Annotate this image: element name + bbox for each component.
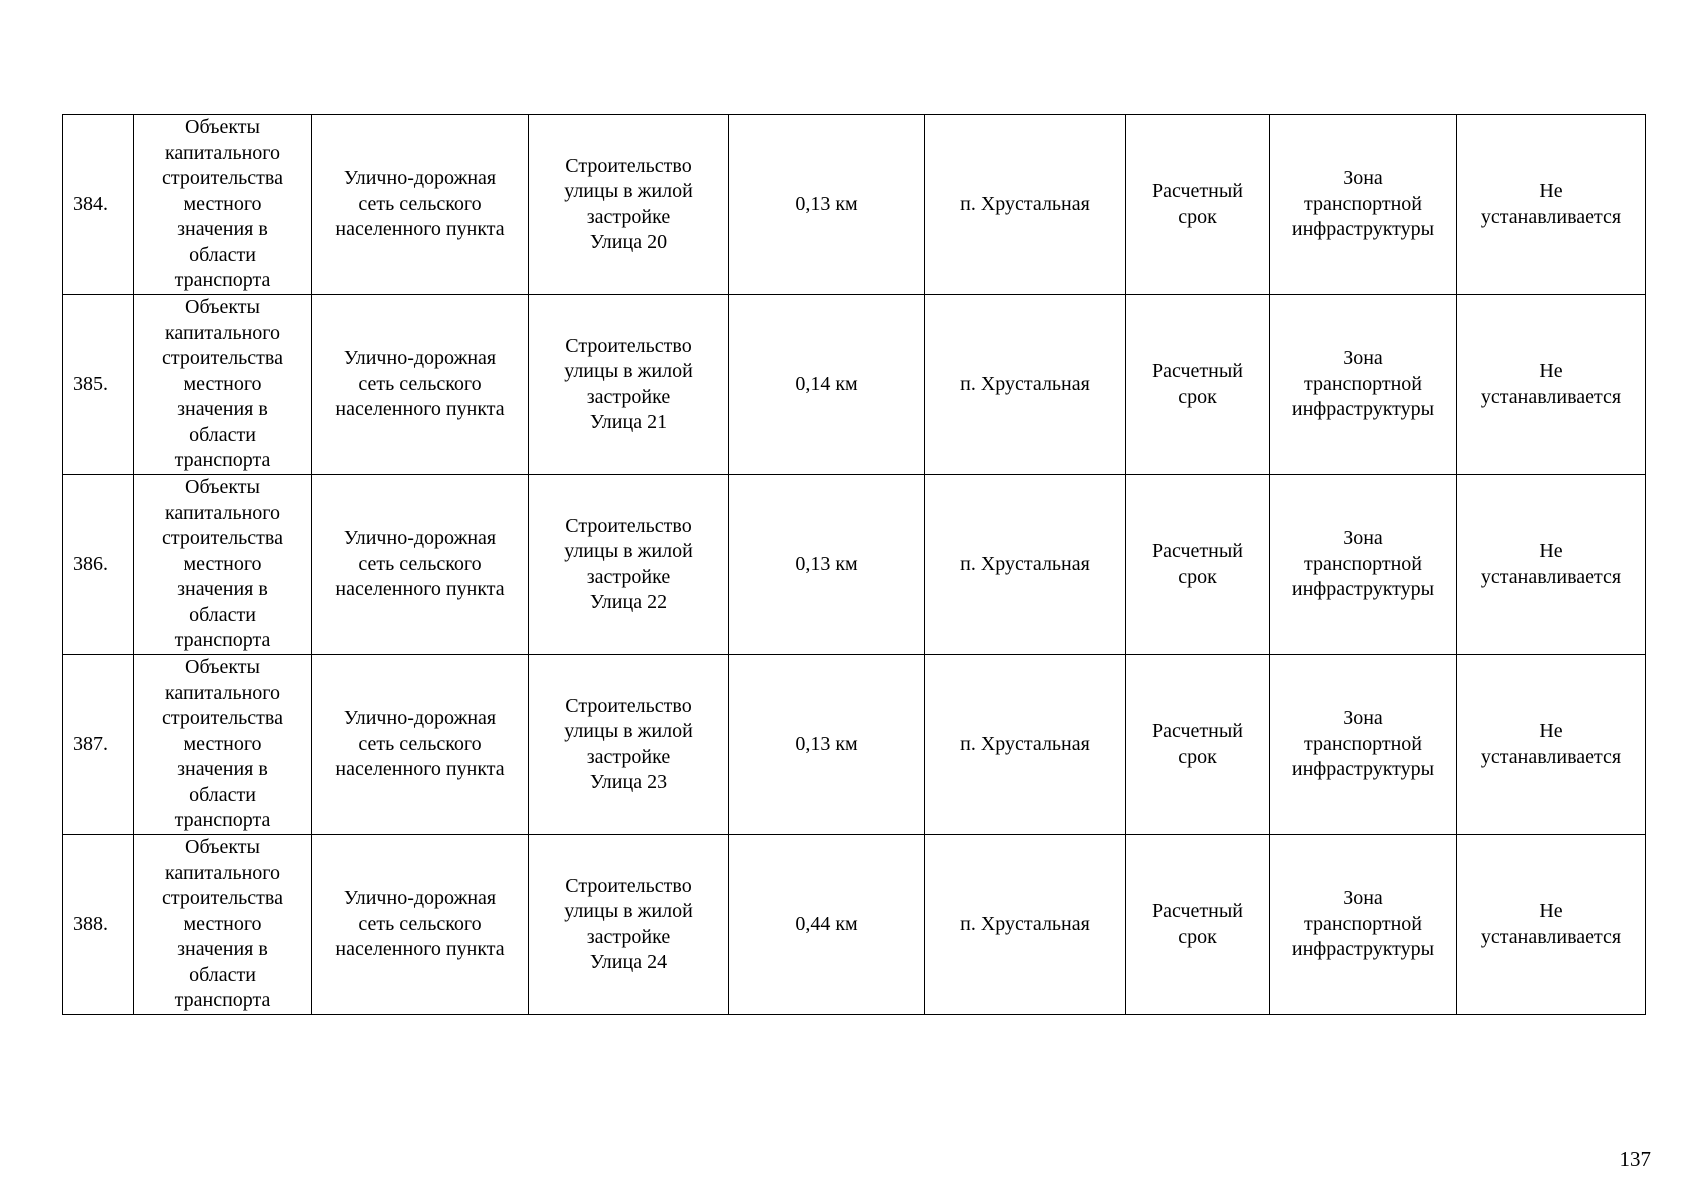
category-cell (312, 655, 529, 835)
object-type: Объекты капитального строительства местного значения в области транспорта (162, 656, 283, 832)
location-cell (925, 115, 1126, 295)
location: п. Хрустальная (960, 192, 1090, 215)
category-cell (312, 835, 529, 1015)
location-cell (925, 295, 1126, 475)
object-type-cell (134, 475, 312, 655)
description: Строительство улицы в жилой застройке Улица 22 (564, 514, 693, 613)
length: 0,13 км (795, 552, 858, 575)
zone-cell (1270, 835, 1457, 1015)
row-number: 386. (73, 552, 108, 575)
length-cell (729, 475, 925, 655)
protection-zone-cell (1457, 835, 1646, 1015)
term: Расчетный срок (1152, 360, 1243, 408)
length-cell (729, 115, 925, 295)
table-row (63, 295, 1646, 475)
protection-zone-cell (1457, 295, 1646, 475)
protection-zone: Не устанавливается (1480, 540, 1622, 588)
row-number-cell (63, 655, 134, 835)
object-type: Объекты капитального строительства местного значения в области транспорта (162, 296, 283, 472)
zone: Зона транспортной инфраструктуры (1291, 527, 1435, 601)
objects-table (62, 114, 1646, 1015)
term-cell (1126, 655, 1270, 835)
length: 0,13 км (795, 192, 858, 215)
protection-zone: Не устанавливается (1480, 720, 1622, 768)
zone: Зона транспортной инфраструктуры (1291, 887, 1435, 961)
location: п. Хрустальная (960, 732, 1090, 755)
row-number-cell (63, 115, 134, 295)
protection-zone-cell (1457, 655, 1646, 835)
row-number: 387. (73, 732, 108, 755)
length: 0,13 км (795, 732, 858, 755)
description: Строительство улицы в жилой застройке Улица 20 (564, 154, 693, 253)
category-cell (312, 475, 529, 655)
table-row (63, 475, 1646, 655)
term-cell (1126, 295, 1270, 475)
location: п. Хрустальная (960, 912, 1090, 935)
row-number-cell (63, 835, 134, 1015)
zone: Зона транспортной инфраструктуры (1291, 347, 1435, 421)
protection-zone: Не устанавливается (1480, 360, 1622, 408)
protection-zone: Не устанавливается (1480, 900, 1622, 948)
description: Строительство улицы в жилой застройке Улица 21 (564, 334, 693, 433)
length-cell (729, 655, 925, 835)
protection-zone: Не устанавливается (1480, 180, 1622, 228)
object-type: Объекты капитального строительства местного значения в области транспорта (162, 116, 283, 292)
description-cell (529, 655, 729, 835)
table-row (63, 655, 1646, 835)
category-cell (312, 295, 529, 475)
location-cell (925, 475, 1126, 655)
category: Улично-дорожная сеть сельского населенного пункта (335, 887, 505, 961)
zone: Зона транспортной инфраструктуры (1291, 167, 1435, 241)
zone-cell (1270, 475, 1457, 655)
term: Расчетный срок (1152, 540, 1243, 588)
description: Строительство улицы в жилой застройке Улица 24 (564, 874, 693, 973)
category: Улично-дорожная сеть сельского населенного пункта (335, 527, 505, 601)
protection-zone-cell (1457, 475, 1646, 655)
description-cell (529, 115, 729, 295)
table-row (63, 115, 1646, 295)
length-cell (729, 835, 925, 1015)
location: п. Хрустальная (960, 372, 1090, 395)
term: Расчетный срок (1152, 900, 1243, 948)
page-number: 137 (1619, 1147, 1651, 1171)
row-number-cell (63, 475, 134, 655)
zone-cell (1270, 655, 1457, 835)
term-cell (1126, 835, 1270, 1015)
length: 0,14 км (795, 372, 858, 395)
row-number-cell (63, 295, 134, 475)
description: Строительство улицы в жилой застройке Улица 23 (564, 694, 693, 793)
object-type-cell (134, 835, 312, 1015)
zone-cell (1270, 295, 1457, 475)
description-cell (529, 475, 729, 655)
description-cell (529, 295, 729, 475)
row-number: 384. (73, 192, 108, 215)
object-type: Объекты капитального строительства местного значения в области транспорта (162, 476, 283, 652)
table-row (63, 835, 1646, 1015)
object-type-cell (134, 295, 312, 475)
length: 0,44 км (795, 912, 858, 935)
location-cell (925, 655, 1126, 835)
location-cell (925, 835, 1126, 1015)
zone-cell (1270, 115, 1457, 295)
zone: Зона транспортной инфраструктуры (1291, 707, 1435, 781)
term: Расчетный срок (1152, 720, 1243, 768)
term-cell (1126, 475, 1270, 655)
row-number: 388. (73, 912, 108, 935)
length-cell (729, 295, 925, 475)
protection-zone-cell (1457, 115, 1646, 295)
row-number: 385. (73, 372, 108, 395)
location: п. Хрустальная (960, 552, 1090, 575)
term-cell (1126, 115, 1270, 295)
object-type: Объекты капитального строительства местного значения в области транспорта (162, 836, 283, 1012)
category: Улично-дорожная сеть сельского населенного пункта (335, 347, 505, 421)
object-type-cell (134, 115, 312, 295)
category-cell (312, 115, 529, 295)
object-type-cell (134, 655, 312, 835)
term: Расчетный срок (1152, 180, 1243, 228)
category: Улично-дорожная сеть сельского населенного пункта (335, 167, 505, 241)
description-cell (529, 835, 729, 1015)
category: Улично-дорожная сеть сельского населенного пункта (335, 707, 505, 781)
